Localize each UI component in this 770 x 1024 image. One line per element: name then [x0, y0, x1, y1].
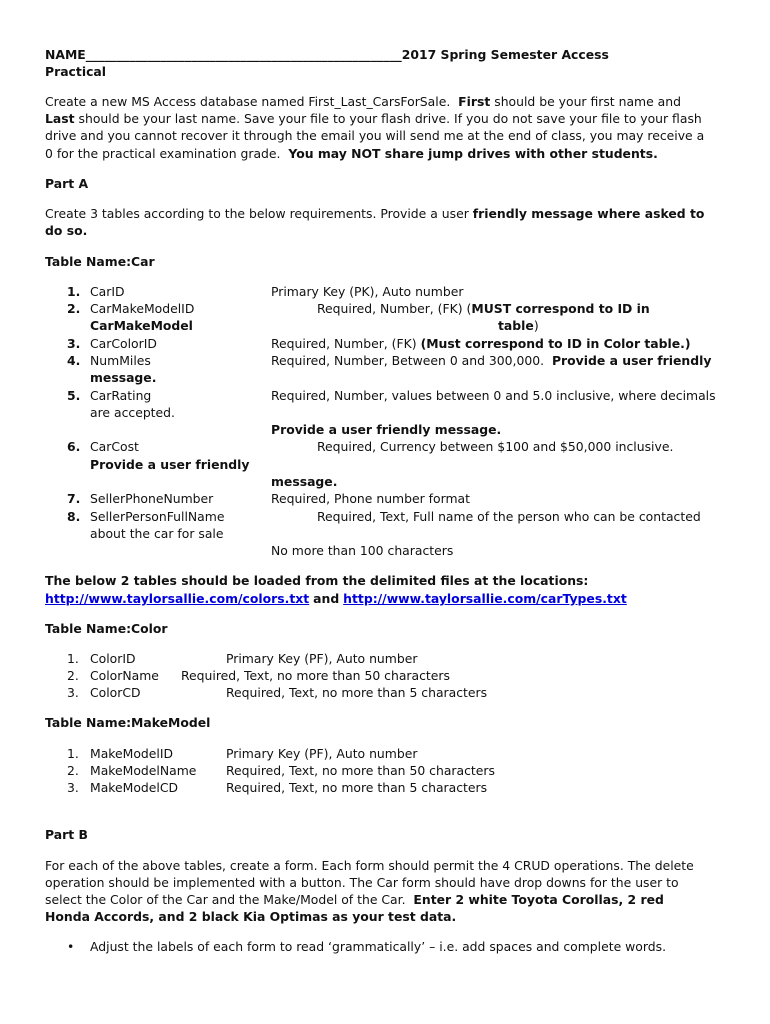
- field-req: Required, Number, (FK) (MUST correspond to ID in: [317, 301, 650, 316]
- list-number: 8.: [67, 509, 81, 524]
- intro-line-1: Create a new MS Access database named First_Last_CarsForSale. First should be your first name and: [45, 94, 681, 109]
- makemodel-table-title: Table Name:MakeModel: [45, 715, 211, 730]
- bullet-icon: •: [67, 939, 75, 954]
- colors-link[interactable]: http://www.taylorsallie.com/colors.txt: [45, 591, 310, 606]
- list-number: 1.: [67, 746, 79, 761]
- field-req: Required, Currency between $100 and $50,000 inclusive.: [317, 439, 674, 454]
- part-a-desc: Create 3 tables according to the below requirements. Provide a user friendly message where asked to: [45, 206, 705, 221]
- list-number: 4.: [67, 353, 81, 368]
- intro-line-4: 0 for the practical examination grade. You may NOT share jump drives with other students.: [45, 146, 658, 161]
- intro-line-3: drive and you cannot recover it through the email you will send me at the end of class, you may receive a: [45, 128, 705, 143]
- field-name: ColorCD: [90, 685, 141, 700]
- field-req: Required, Text, no more than 5 characters: [226, 685, 488, 700]
- field-req-extra: Provide a user friendly message.: [271, 422, 502, 437]
- field-req-cont: table): [498, 318, 539, 333]
- part-a-title: Part A: [45, 176, 89, 191]
- part-b-line-1: For each of the above tables, create a form. Each form should permit the 4 CRUD operations. The delete: [45, 858, 694, 873]
- cartypes-link[interactable]: http://www.taylorsallie.com/carTypes.txt: [343, 591, 627, 606]
- part-b-line-3: select the Color of the Car and the Make/Model of the Car. Enter 2 white Toyota Corollas, 2 red: [45, 892, 664, 907]
- intro-line-2: Last should be your last name. Save your file to your flash drive. If you do not save your file to your flash: [45, 111, 702, 126]
- field-name: MakeModelCD: [90, 780, 179, 795]
- name-line-cont: Practical: [45, 64, 107, 79]
- field-name: SellerPhoneNumber: [90, 491, 214, 506]
- list-number: 2.: [67, 668, 79, 683]
- part-b-bullet-text: Adjust the labels of each form to read ‘grammatically’ – i.e. add spaces and complete words.: [90, 939, 667, 954]
- field-name: CarCost: [90, 439, 139, 454]
- field-req: Primary Key (PF), Auto number: [226, 746, 418, 761]
- field-name: SellerPersonFullName: [90, 509, 225, 524]
- field-req: Primary Key (PF), Auto number: [226, 651, 418, 666]
- field-name: ColorName: [90, 668, 159, 683]
- field-req: Required, Number, values between 0 and 5.0 inclusive, where decimals: [271, 388, 716, 403]
- field-name-cont: CarMakeModel: [90, 318, 193, 333]
- field-req-extra: No more than 100 characters: [271, 543, 454, 558]
- field-name-cont: are accepted.: [90, 405, 175, 420]
- field-name: MakeModelID: [90, 746, 174, 761]
- field-name: CarRating: [90, 388, 152, 403]
- field-name: CarMakeModelID: [90, 301, 195, 316]
- list-number: 3.: [67, 336, 81, 351]
- field-req: Required, Number, (FK) (Must correspond to ID in Color table.): [271, 336, 691, 351]
- field-name: ColorID: [90, 651, 136, 666]
- field-name: NumMiles: [90, 353, 151, 368]
- delimited-links: http://www.taylorsallie.com/colors.txt and http://www.taylorsallie.com/carTypes.txt: [45, 591, 627, 606]
- field-name: MakeModelName: [90, 763, 197, 778]
- car-table-title: Table Name:Car: [45, 254, 155, 269]
- field-name-cont: message.: [90, 370, 157, 385]
- field-req: Required, Phone number format: [271, 491, 470, 506]
- field-name: CarColorID: [90, 336, 157, 351]
- part-a-desc-cont: do so.: [45, 223, 88, 238]
- list-number: 2.: [67, 763, 79, 778]
- list-number: 6.: [67, 439, 81, 454]
- field-req: Required, Text, no more than 5 characters: [226, 780, 488, 795]
- list-number: 3.: [67, 685, 79, 700]
- field-req-extra: message.: [271, 474, 338, 489]
- field-req: Required, Text, no more than 50 characters: [181, 668, 450, 683]
- field-req: Required, Text, Full name of the person who can be contacted: [317, 509, 701, 524]
- color-table-title: Table Name:Color: [45, 621, 168, 636]
- list-number: 5.: [67, 388, 81, 403]
- list-number: 7.: [67, 491, 81, 506]
- field-req: Required, Number, Between 0 and 300,000. Provide a user friendly: [271, 353, 712, 368]
- field-req: Primary Key (PK), Auto number: [271, 284, 464, 299]
- part-b-line-2: operation should be implemented with a button. The Car form should have drop downs for the user to: [45, 875, 679, 890]
- field-name-cont: about the car for sale: [90, 526, 224, 541]
- field-name: CarID: [90, 284, 125, 299]
- part-b-line-4: Honda Accords, and 2 black Kia Optimas as your test data.: [45, 909, 457, 924]
- list-number: 1.: [67, 651, 79, 666]
- name-line: NAME___________________________________________________2017 Spring Semester Access: [45, 47, 609, 62]
- list-number: 3.: [67, 780, 79, 795]
- list-number: 2.: [67, 301, 81, 316]
- delimited-intro: The below 2 tables should be loaded from the delimited files at the locations:: [45, 573, 589, 588]
- field-req: Required, Text, no more than 50 characters: [226, 763, 495, 778]
- list-number: 1.: [67, 284, 81, 299]
- part-b-title: Part B: [45, 827, 88, 842]
- field-name-cont: Provide a user friendly: [90, 457, 250, 472]
